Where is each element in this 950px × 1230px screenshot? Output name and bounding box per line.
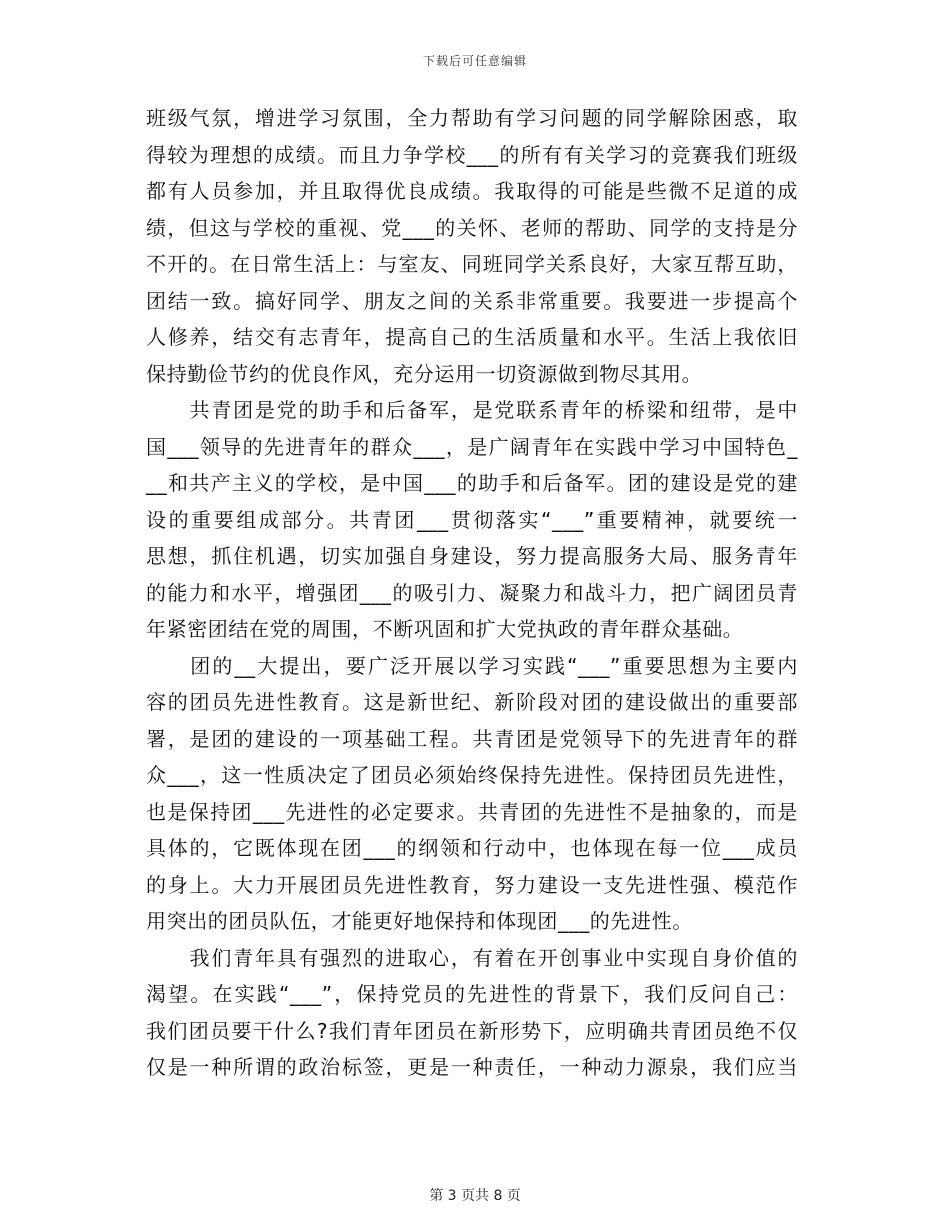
text-line: 绩，但这与学校的重视、党___的关怀、老师的帮助、同学的支持是分 bbox=[146, 215, 798, 240]
text-line: 用突出的团员队伍，才能更好地保持和体现团___的先进性。 bbox=[146, 909, 693, 933]
document-body bbox=[146, 100, 798, 1086]
text-line: 的能力和水平，增强团___的吸引力、凝聚力和战斗力，把广阔团员青 bbox=[146, 580, 798, 605]
text-line: 具体的，它既体现在团___的纲领和行动中，也体现在每一位___成员 bbox=[146, 836, 798, 860]
text-line: 署，是团的建设的一项基础工程。共青团是党领导下的先进青年的群 bbox=[146, 726, 798, 751]
text-line: 设的重要组成部分。共青团___贯彻落实“___”重要精神，就要统一 bbox=[146, 507, 798, 532]
text-line: 众___，这一性质决定了团员必须始终保持先进性。保持团员先进性， bbox=[146, 763, 798, 787]
text-line: 年紧密团结在党的周围，不断巩固和扩大党执政的青年群众基础。 bbox=[146, 617, 744, 641]
text-line: 仅是一种所谓的政治标签，更是一种责任，一种动力源泉，我们应当 bbox=[146, 1055, 798, 1079]
page-number: 第 3 页共 8 页 bbox=[429, 1188, 521, 1204]
text-line: 班级气氛，增进学习氛围，全力帮助有学习问题的同学解除困惑，取 bbox=[146, 106, 798, 130]
text-line: 思想，抓住机遇，切实加强自身建设，努力提高服务大局、服务青年 bbox=[146, 544, 798, 568]
text-line: 得较为理想的成绩。而且力争学校___的所有有关学习的竞赛我们班级 bbox=[146, 142, 798, 167]
text-line: 团结一致。搞好同学、朋友之间的关系非常重要。我要进一步提高个 bbox=[146, 288, 798, 313]
text-line: 共青团是党的助手和后备军，是党联系青年的桥梁和纽带，是中 bbox=[146, 398, 798, 422]
text-line: 人修养，结交有志青年，提高自己的生活质量和水平。生活上我依旧 bbox=[146, 325, 798, 349]
text-line: 容的团员先进性教育。这是新世纪、新阶段对团的建设做出的重要部 bbox=[146, 690, 798, 714]
page-header-note: 下载后可任意编辑 bbox=[422, 54, 527, 68]
text-line: 不开的。在日常生活上：与室友、同班同学关系良好，大家互帮互助， bbox=[146, 252, 798, 276]
text-line: 团的__大提出，要广泛开展以学习实践“___”重要思想为主要内 bbox=[146, 653, 798, 678]
text-line: 我们团员要干什么?我们青年团员在新形势下，应明确共青团员绝不仅 bbox=[146, 1018, 798, 1043]
text-line: 的身上。大力开展团员先进性教育，努力建设一支先进性强、模范作 bbox=[146, 872, 798, 897]
text-line: 渴望。在实践“___”，保持党员的先进性的背景下，我们反问自己： bbox=[146, 982, 798, 1006]
text-line: 也是保持团___先进性的必定要求。共青团的先进性不是抽象的，而是 bbox=[146, 799, 798, 824]
text-line: 都有人员参加，并且取得优良成绩。我取得的可能是些微不足道的成 bbox=[146, 179, 798, 203]
text-line: 国___领导的先进青年的群众___，是广阔青年在实践中学习中国特色_ bbox=[146, 434, 798, 459]
text-line: __和共产主义的学校，是中国___的助手和后备军。团的建设是党的建 bbox=[146, 471, 798, 495]
text-line: 我们青年具有强烈的进取心，有着在开创事业中实现自身价值的 bbox=[146, 945, 798, 970]
text-line: 保持勤俭节约的优良作风，充分运用一切资源做到物尽其用。 bbox=[146, 361, 703, 386]
